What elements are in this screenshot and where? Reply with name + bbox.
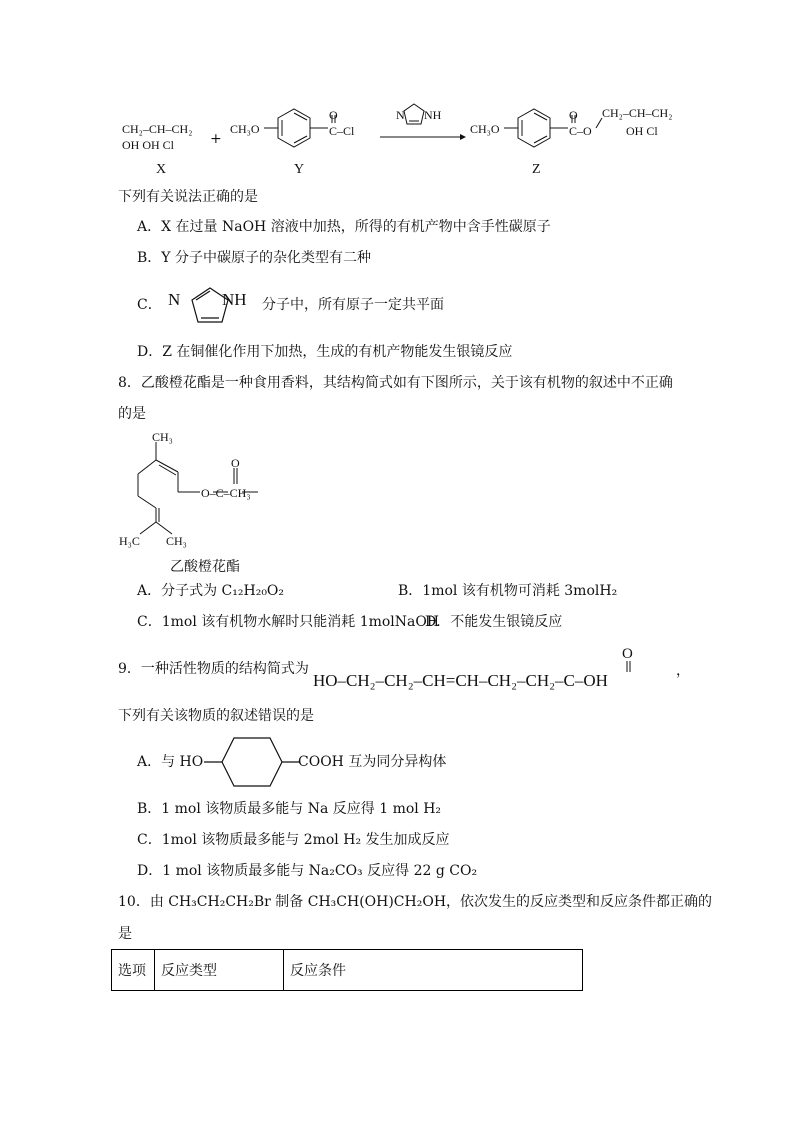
- struct-ester: O–C–CH₃: [201, 486, 251, 500]
- q8-option-c: C．1mol 该有机物水解时只能消耗 1molNaOH: [137, 614, 440, 630]
- q8-stem-line2: 的是: [118, 406, 146, 422]
- q7-option-a: A．X 在过量 NaOH 溶液中加热，所得的有机产物中含手性碳原子: [137, 219, 551, 235]
- table-header-row: [112, 950, 583, 991]
- z-methoxy: CH₃O: [470, 122, 500, 136]
- table-header-cell: 反应类型: [155, 950, 284, 991]
- q9-carbonyl-bond: [624, 661, 634, 673]
- q9-option-c: C．1mol 该物质最多能与 2mol H₂ 发生加成反应: [137, 832, 450, 848]
- x-structure-bottom: OH OH Cl: [122, 138, 175, 152]
- q9-carbonyl-o: O: [622, 646, 633, 662]
- struct-carbonyl-o: O: [231, 456, 240, 470]
- q10-stem-line1: 10．由 CH₃CH₂CH₂Br 制备 CH₃CH(OH)CH₂OH，依次发生的反应类型和反应条件都正确的: [118, 894, 713, 910]
- z-carbonyl-o: O: [569, 108, 578, 122]
- q9-option-a-suffix: COOH 互为同分异构体: [298, 754, 447, 770]
- q9-formula: HO–CH₂–CH₂–CH=CH–CH₂–CH₂–C–OH: [313, 671, 608, 690]
- struct-ch3-bottom: CH₃: [166, 534, 187, 548]
- reaction-arrow: [380, 132, 466, 142]
- z-tail-top: CH₂–CH–CH₂: [602, 106, 673, 120]
- plus-sign: +: [210, 131, 222, 147]
- q8-option-b: B．1mol 该有机物可消耗 3molH₂: [398, 583, 618, 599]
- catalyst-nh: NH: [424, 108, 442, 122]
- q7-stem: 下列有关说法正确的是: [118, 189, 258, 205]
- q9-option-a-prefix: A．与 HO: [137, 754, 204, 770]
- q9-option-d: D．1 mol 该物质最多能与 Na₂CO₃ 反应得 22 g CO₂: [137, 863, 478, 879]
- q10-stem-line2: 是: [118, 926, 132, 942]
- y-methoxy: CH₃O: [230, 122, 260, 136]
- struct-h3c: H₃C: [119, 534, 140, 548]
- q8-structure-caption: 乙酸橙花酯: [170, 559, 240, 575]
- imidazole-nh: NH: [222, 290, 247, 309]
- q7-option-b: B．Y 分子中碳原子的杂化类型有二种: [137, 250, 371, 266]
- q9-option-b: B．1 mol 该物质最多能与 Na 反应得 1 mol H₂: [137, 801, 442, 817]
- struct-ch3-top: CH₃: [152, 430, 173, 444]
- y-acyl-chloride: C–Cl: [329, 124, 355, 138]
- y-carbonyl-o: O: [329, 108, 338, 122]
- q9-comma: ，: [676, 663, 690, 679]
- imidazole-n: N: [168, 290, 181, 309]
- x-structure-top: CH₂–CH–CH₂: [122, 122, 193, 136]
- table-header-cell: 反应条件: [284, 950, 583, 991]
- q7-option-c-text: 分子中，所有原子一定共平面: [262, 297, 444, 313]
- q9-stem2: 下列有关该物质的叙述错误的是: [118, 708, 314, 724]
- z-tail-bottom: OH Cl: [626, 124, 658, 138]
- q7-reaction-scheme: [110, 98, 700, 184]
- q7-option-c-prefix: C．: [137, 297, 162, 313]
- q8-stem-line1: 8．乙酸橙花酯是一种食用香料，其结构简式如有下图所示，关于该有机物的叙述中不正确: [118, 375, 673, 391]
- table-header-cell: 选项: [112, 950, 155, 991]
- q10-options-table: [111, 949, 583, 991]
- x-label: X: [156, 162, 167, 177]
- q8-option-d: D．不能发生银镜反应: [425, 614, 563, 630]
- z-label: Z: [532, 162, 541, 177]
- z-ester-link: C–O: [569, 124, 592, 138]
- q8-option-a: A．分子式为 C₁₂H₂₀O₂: [137, 583, 285, 599]
- catalyst-n: N: [396, 108, 405, 122]
- q9-stem-prefix: 9．一种活性物质的结构简式为: [118, 661, 309, 677]
- y-label: Y: [294, 162, 305, 177]
- cyclohexane-structure: [204, 734, 300, 790]
- q7-option-d: D．Z 在铜催化作用下加热，生成的有机产物能发生银镜反应: [137, 344, 513, 360]
